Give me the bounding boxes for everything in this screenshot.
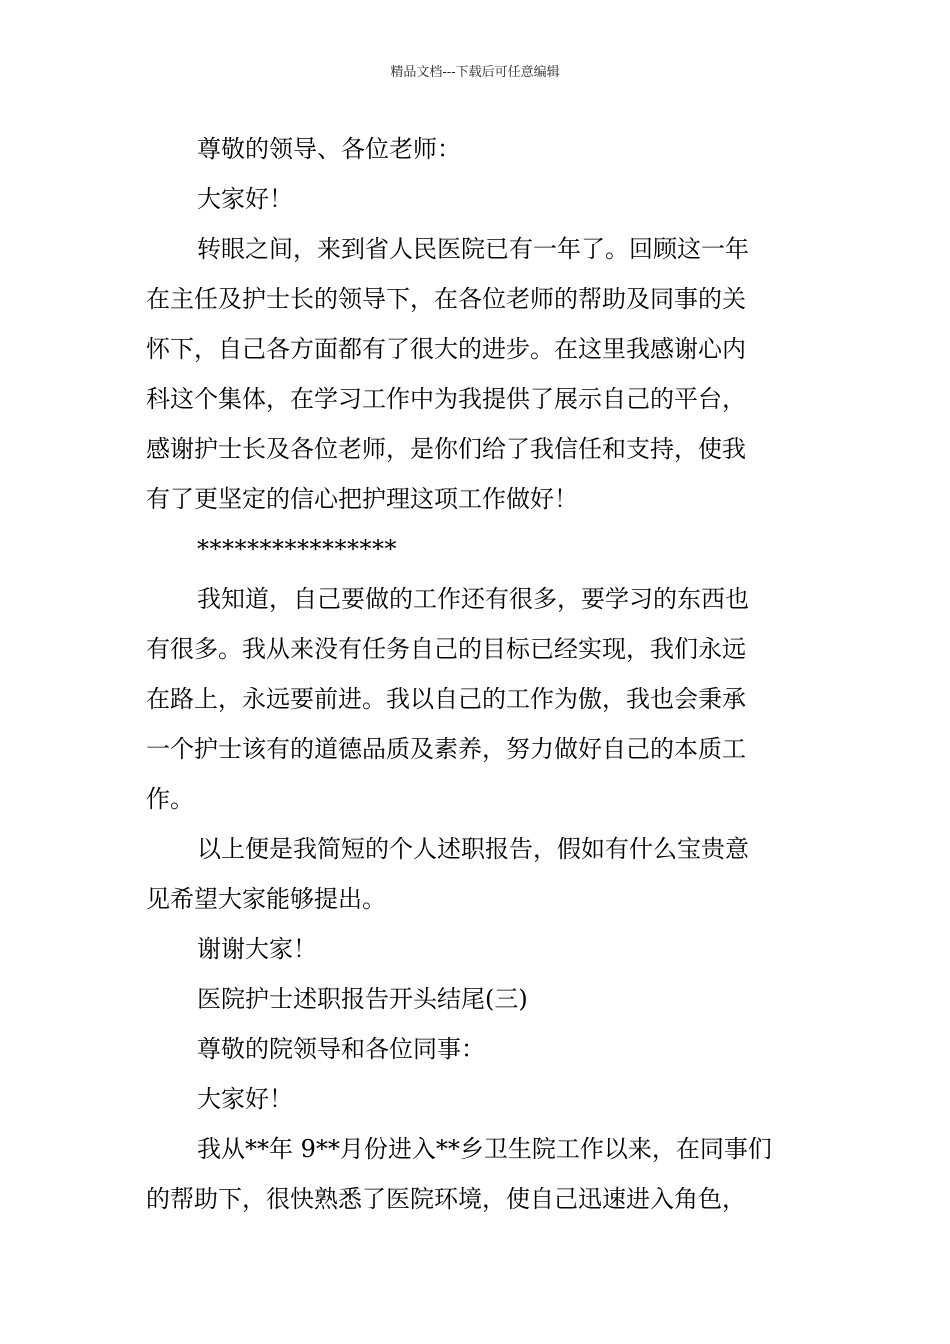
section-title: 医院护士述职报告开头结尾(三)	[197, 985, 528, 1013]
paragraph-line: 作。	[146, 785, 194, 813]
paragraph-line: 转眼之间，来到省人民医院已有一年了。回顾这一年	[197, 235, 749, 263]
salutation: 尊敬的领导、各位老师：	[197, 135, 461, 163]
paragraph-line: 感谢护士长及各位老师，是你们给了我信任和支持，使我	[146, 435, 746, 463]
document-body	[146, 124, 810, 1224]
page-header: 精品文档---下载后可任意编辑	[390, 65, 560, 80]
paragraph-line: 科这个集体，在学习工作中为我提供了展示自己的平台，	[146, 385, 746, 413]
thanks-line: 谢谢大家！	[197, 935, 317, 963]
paragraph-line: 怀下，自己各方面都有了很大的进步。在这里我感谢心内	[146, 335, 746, 363]
paragraph-line: 的帮助下，很快熟悉了医院环境，使自己迅速进入角色，	[146, 1185, 746, 1213]
paragraph-line: 我从**年 9**月份进入**乡卫生院工作以来，在同事们	[197, 1135, 772, 1163]
paragraph-line: 在路上，永远要前进。我以自己的工作为傲，我也会秉承	[146, 685, 746, 713]
paragraph-line: 见希望大家能够提出。	[146, 885, 386, 913]
paragraph-line: 我知道，自己要做的工作还有很多，要学习的东西也	[197, 585, 749, 613]
salutation: 尊敬的院领导和各位同事：	[197, 1035, 485, 1063]
greeting: 大家好！	[197, 185, 293, 213]
paragraph-line: 在主任及护士长的领导下，在各位老师的帮助及同事的关	[146, 285, 746, 313]
paragraph-line: 有了更坚定的信心把护理这项工作做好！	[146, 485, 578, 513]
asterisk-line: ****************	[197, 535, 397, 563]
greeting: 大家好！	[197, 1085, 293, 1113]
paragraph-line: 一个护士该有的道德品质及素养，努力做好自己的本质工	[146, 735, 746, 763]
paragraph-line: 有很多。我从来没有任务自己的目标已经实现，我们永远	[146, 635, 746, 663]
paragraph-line: 以上便是我简短的个人述职报告，假如有什么宝贵意	[197, 835, 749, 863]
